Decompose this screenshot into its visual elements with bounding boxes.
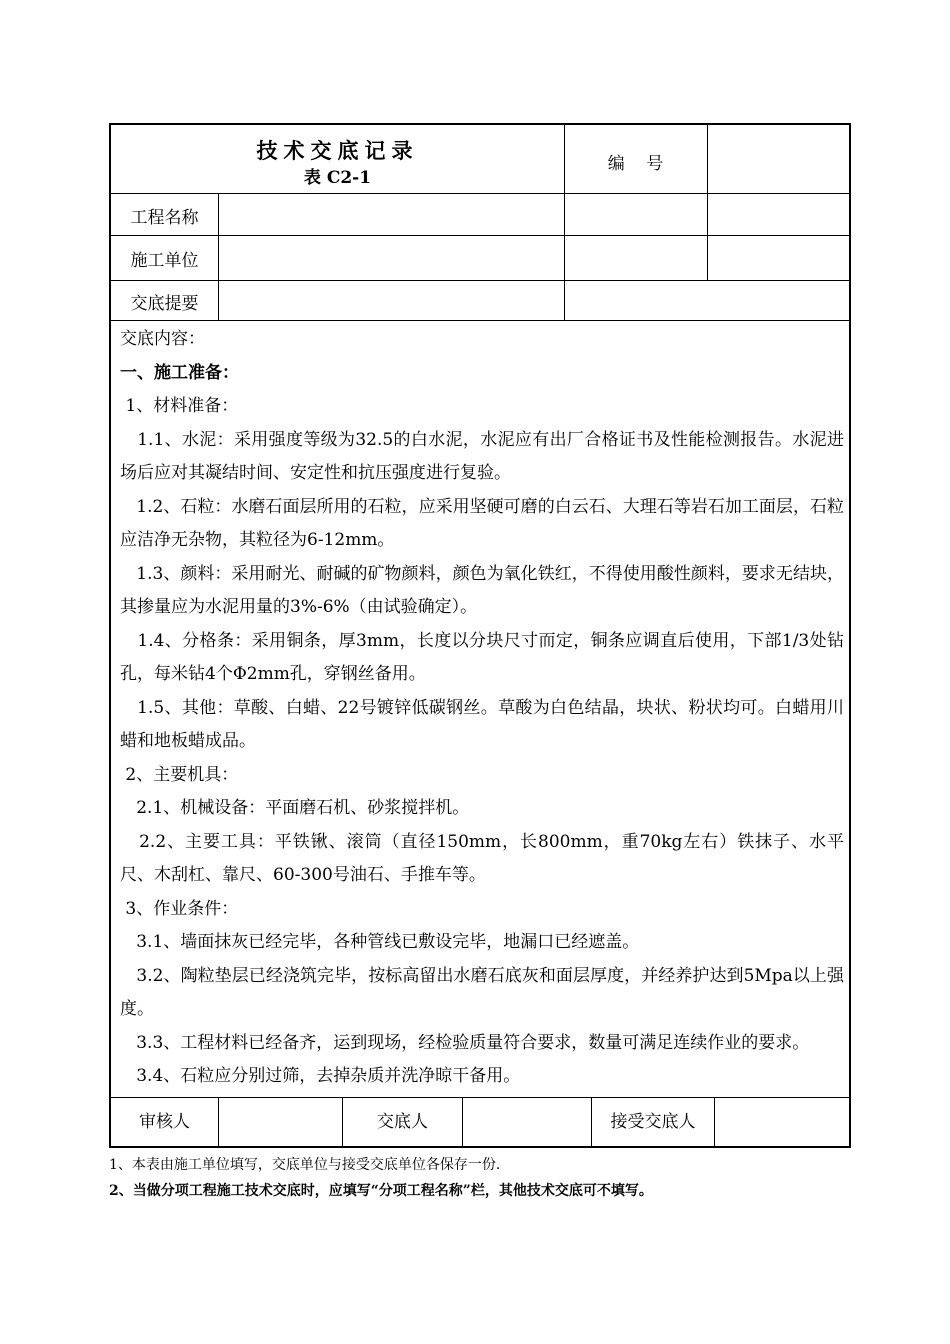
content-line: 1、材料准备：: [120, 396, 239, 416]
construction-unit-field[interactable]: [219, 236, 564, 280]
receiver-field[interactable]: [715, 1098, 851, 1148]
discloser-label: 交底人: [377, 1112, 428, 1132]
disclosure-summary-field[interactable]: [219, 281, 851, 320]
content-line: 3.2、陶粒垫层已经浇筑完毕，按标高留出水磨石底灰和面层厚度，并经养护达到5Mpa以上强度。: [120, 965, 844, 1019]
content-line: 1.1、水泥：采用强度等级为32.5的白水泥，水泥应有出厂合格证书及性能检测报告。水泥进场后应对其凝结时间、安定性和抗压强度进行复验。: [120, 429, 844, 483]
content-line: 2.2、主要工具：平铁锹、滚筒（直径150mm，长800mm，重70kg左右）铁抹子、水平尺、木刮杠、靠尺、60-300号油石、手推车等。: [120, 831, 844, 885]
content-line: 2、主要机具：: [120, 764, 239, 785]
divider: [111, 320, 851, 321]
section-heading: 一、施工准备：: [120, 362, 239, 383]
content-line: 3、作业条件：: [120, 898, 239, 919]
discloser-field[interactable]: [463, 1098, 591, 1148]
content-line: 1.2、石粒：水磨石面层所用的石粒，应采用坚硬可磨的白云石、大理石等岩石加工面层，石粒应洁净无杂物，其粒径为6-12mm。: [120, 496, 844, 550]
serial-number-field[interactable]: [708, 125, 851, 193]
content-line: 1.5、其他：草酸、白蜡、22号镀锌低碳钢丝。草酸为白色结晶，块状、粉状均可。白蜡用川蜡和地板蜡成品。: [120, 697, 844, 751]
content-line: 3.3、工程材料已经备齐，运到现场，经检验质量符合要求，数量可满足连续作业的要求。: [120, 1032, 810, 1053]
serial-number-label: 编 号: [607, 154, 664, 174]
content-line: 2.1、机械设备：平面磨石机、砂浆搅拌机。: [120, 798, 470, 818]
content-line: 1.3、颜料：采用耐光、耐碱的矿物颜料，颜色为氧化铁红，不得使用酸性颜料，要求无结块，其掺量应为水泥用量的3%-6%（由试验确定）。: [120, 563, 844, 617]
technical-disclosure-form: [109, 123, 851, 1148]
construction-unit-label: 施工单位: [130, 251, 199, 271]
content-intro: 交底内容：: [120, 329, 205, 349]
form-number: 表 C2-1: [303, 168, 372, 188]
content-line: 1.4、分格条：采用铜条，厚3mm，长度以分块尺寸而定，铜条应调直后使用，下部1/3处钻孔，每米钻4个Φ2mm孔，穿钢丝备用。: [120, 630, 845, 684]
content-line: 3.4、石粒应分别过筛，去掉杂质并洗净晾干备用。: [120, 1066, 521, 1086]
form-title: 技术交底记录: [256, 138, 419, 163]
reviewer-label: 审核人: [139, 1112, 190, 1132]
project-name-label: 工程名称: [130, 208, 199, 228]
disclosure-content: [120, 323, 844, 1094]
disclosure-summary-label: 交底提要: [130, 294, 199, 314]
reviewer-field[interactable]: [219, 1098, 342, 1148]
receiver-label: 接受交底人: [610, 1112, 696, 1132]
content-line: 3.1、墙面抹灰已经完毕，各种管线已敷设完毕，地漏口已经遮盖。: [120, 932, 640, 952]
note-2: 2、当做分项工程施工技术交底时，应填写“分项工程名称”栏，其他技术交底可不填写。: [109, 1183, 653, 1199]
project-name-field[interactable]: [219, 194, 564, 235]
form-notes: [109, 1152, 653, 1204]
note-1: 1、本表由施工单位填写，交底单位与接受交底单位各保存一份.: [109, 1157, 501, 1173]
